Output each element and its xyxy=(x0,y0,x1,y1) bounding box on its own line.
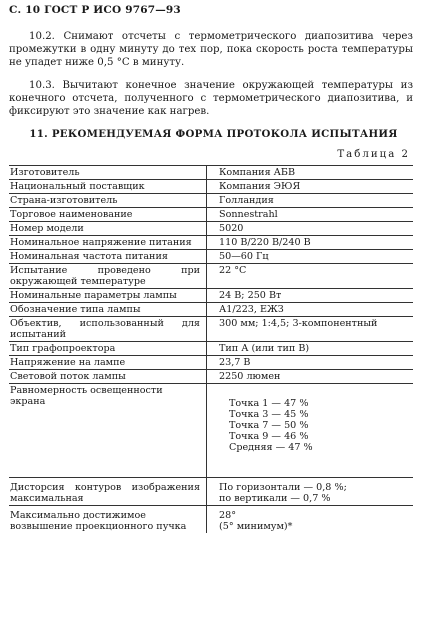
row-value: А1/223, ЕЖЗ xyxy=(207,303,413,317)
distortion-vertical: по вертикали — 0,7 % xyxy=(219,493,331,504)
row-value: 300 мм; 1:4,5; 3-компонентный xyxy=(207,317,413,342)
row-value: Sonnestrahl xyxy=(207,208,413,222)
row-label: Напряжение на лампе xyxy=(9,356,207,370)
row-value xyxy=(207,384,413,478)
row-value: 50—60 Гц xyxy=(207,250,413,264)
row-label: Номинальные параметры лампы xyxy=(9,289,207,303)
test-report-table xyxy=(9,165,413,533)
page-header: С. 10 ГОСТ Р ИСО 9767—93 xyxy=(9,4,181,16)
distortion-horizontal: По горизонтали — 0,8 %; xyxy=(219,482,347,493)
table-row xyxy=(9,208,413,222)
row-label: Номинальное напряжение питания xyxy=(9,236,207,250)
row-label: Номер модели xyxy=(9,222,207,236)
row-value: Тип А (или тип В) xyxy=(207,342,413,356)
row-value: 22 °С xyxy=(207,264,413,289)
beam-minimum: (5° минимум)* xyxy=(219,521,293,532)
row-label: Страна-изготовитель xyxy=(9,194,207,208)
row-value: 23,7 В xyxy=(207,356,413,370)
row-label: Торговое наименование xyxy=(9,208,207,222)
row-label: Световой поток лампы xyxy=(9,370,207,384)
row-value: 5020 xyxy=(207,222,413,236)
table-row xyxy=(9,303,413,317)
uniformity-point: Точка 9 — 46 % xyxy=(229,431,309,442)
table-row xyxy=(9,356,413,370)
paragraph-text: 10.2. Снимают отсчеты с термометрического диапозитива через промежутки в одну минуту до тех пор, пока скорость роста температуры не упадет ниже 0,5 °С в минуту. xyxy=(9,31,413,68)
table-row xyxy=(9,222,413,236)
table-row xyxy=(9,236,413,250)
row-value: 2250 люмен xyxy=(207,370,413,384)
row-label: Дисторсия контуров изображения максимальная xyxy=(9,478,207,506)
uniformity-point: Точка 1 — 47 % xyxy=(229,398,309,409)
row-value xyxy=(207,478,413,506)
uniformity-point: Точка 3 — 45 % xyxy=(229,409,309,420)
table-label: Таблица 2 xyxy=(337,149,410,160)
table-row-beam xyxy=(9,506,413,533)
row-value: Компания ЭЮЯ xyxy=(207,180,413,194)
row-label: Тип графопроектора xyxy=(9,342,207,356)
row-label: Равномерность освещенности экрана xyxy=(9,384,207,478)
row-label: Объектив, использованный для испытаний xyxy=(9,317,207,342)
table-row-distortion xyxy=(9,478,413,506)
row-value: Компания АБВ xyxy=(207,166,413,180)
paragraph-10-2 xyxy=(9,30,413,69)
paragraph-10-3 xyxy=(9,79,413,118)
row-label: Обозначение типа лампы xyxy=(9,303,207,317)
uniformity-point: Средняя — 47 % xyxy=(229,442,313,453)
row-label: Испытание проведено при окружающей температуре xyxy=(9,264,207,289)
section-title: 11. РЕКОМЕНДУЕМАЯ ФОРМА ПРОТОКОЛА ИСПЫТАНИЯ xyxy=(29,128,398,140)
table-row xyxy=(9,317,413,342)
beam-value: 28° xyxy=(219,510,237,521)
table-row xyxy=(9,342,413,356)
table-row xyxy=(9,264,413,289)
row-value: Голландия xyxy=(207,194,413,208)
table-row xyxy=(9,166,413,180)
row-label: Максимально достижимое возвышение проекционного пучка xyxy=(9,506,207,533)
table-row xyxy=(9,250,413,264)
table-row-uniformity xyxy=(9,384,413,478)
row-label: Изготовитель xyxy=(9,166,207,180)
uniformity-point: Точка 7 — 50 % xyxy=(229,420,309,431)
row-value: 110 В/220 В/240 В xyxy=(207,236,413,250)
paragraph-text: 10.3. Вычитают конечное значение окружающей температуры из конечного отсчета, полученного с термометрического диапозитива, и фиксируют это значение как нагрев. xyxy=(9,80,413,117)
table-row xyxy=(9,289,413,303)
table-row xyxy=(9,370,413,384)
row-label: Номинальная частота питания xyxy=(9,250,207,264)
row-value: 24 В; 250 Вт xyxy=(207,289,413,303)
row-value xyxy=(207,506,413,533)
table-row xyxy=(9,194,413,208)
table-row xyxy=(9,180,413,194)
row-label: Национальный поставщик xyxy=(9,180,207,194)
